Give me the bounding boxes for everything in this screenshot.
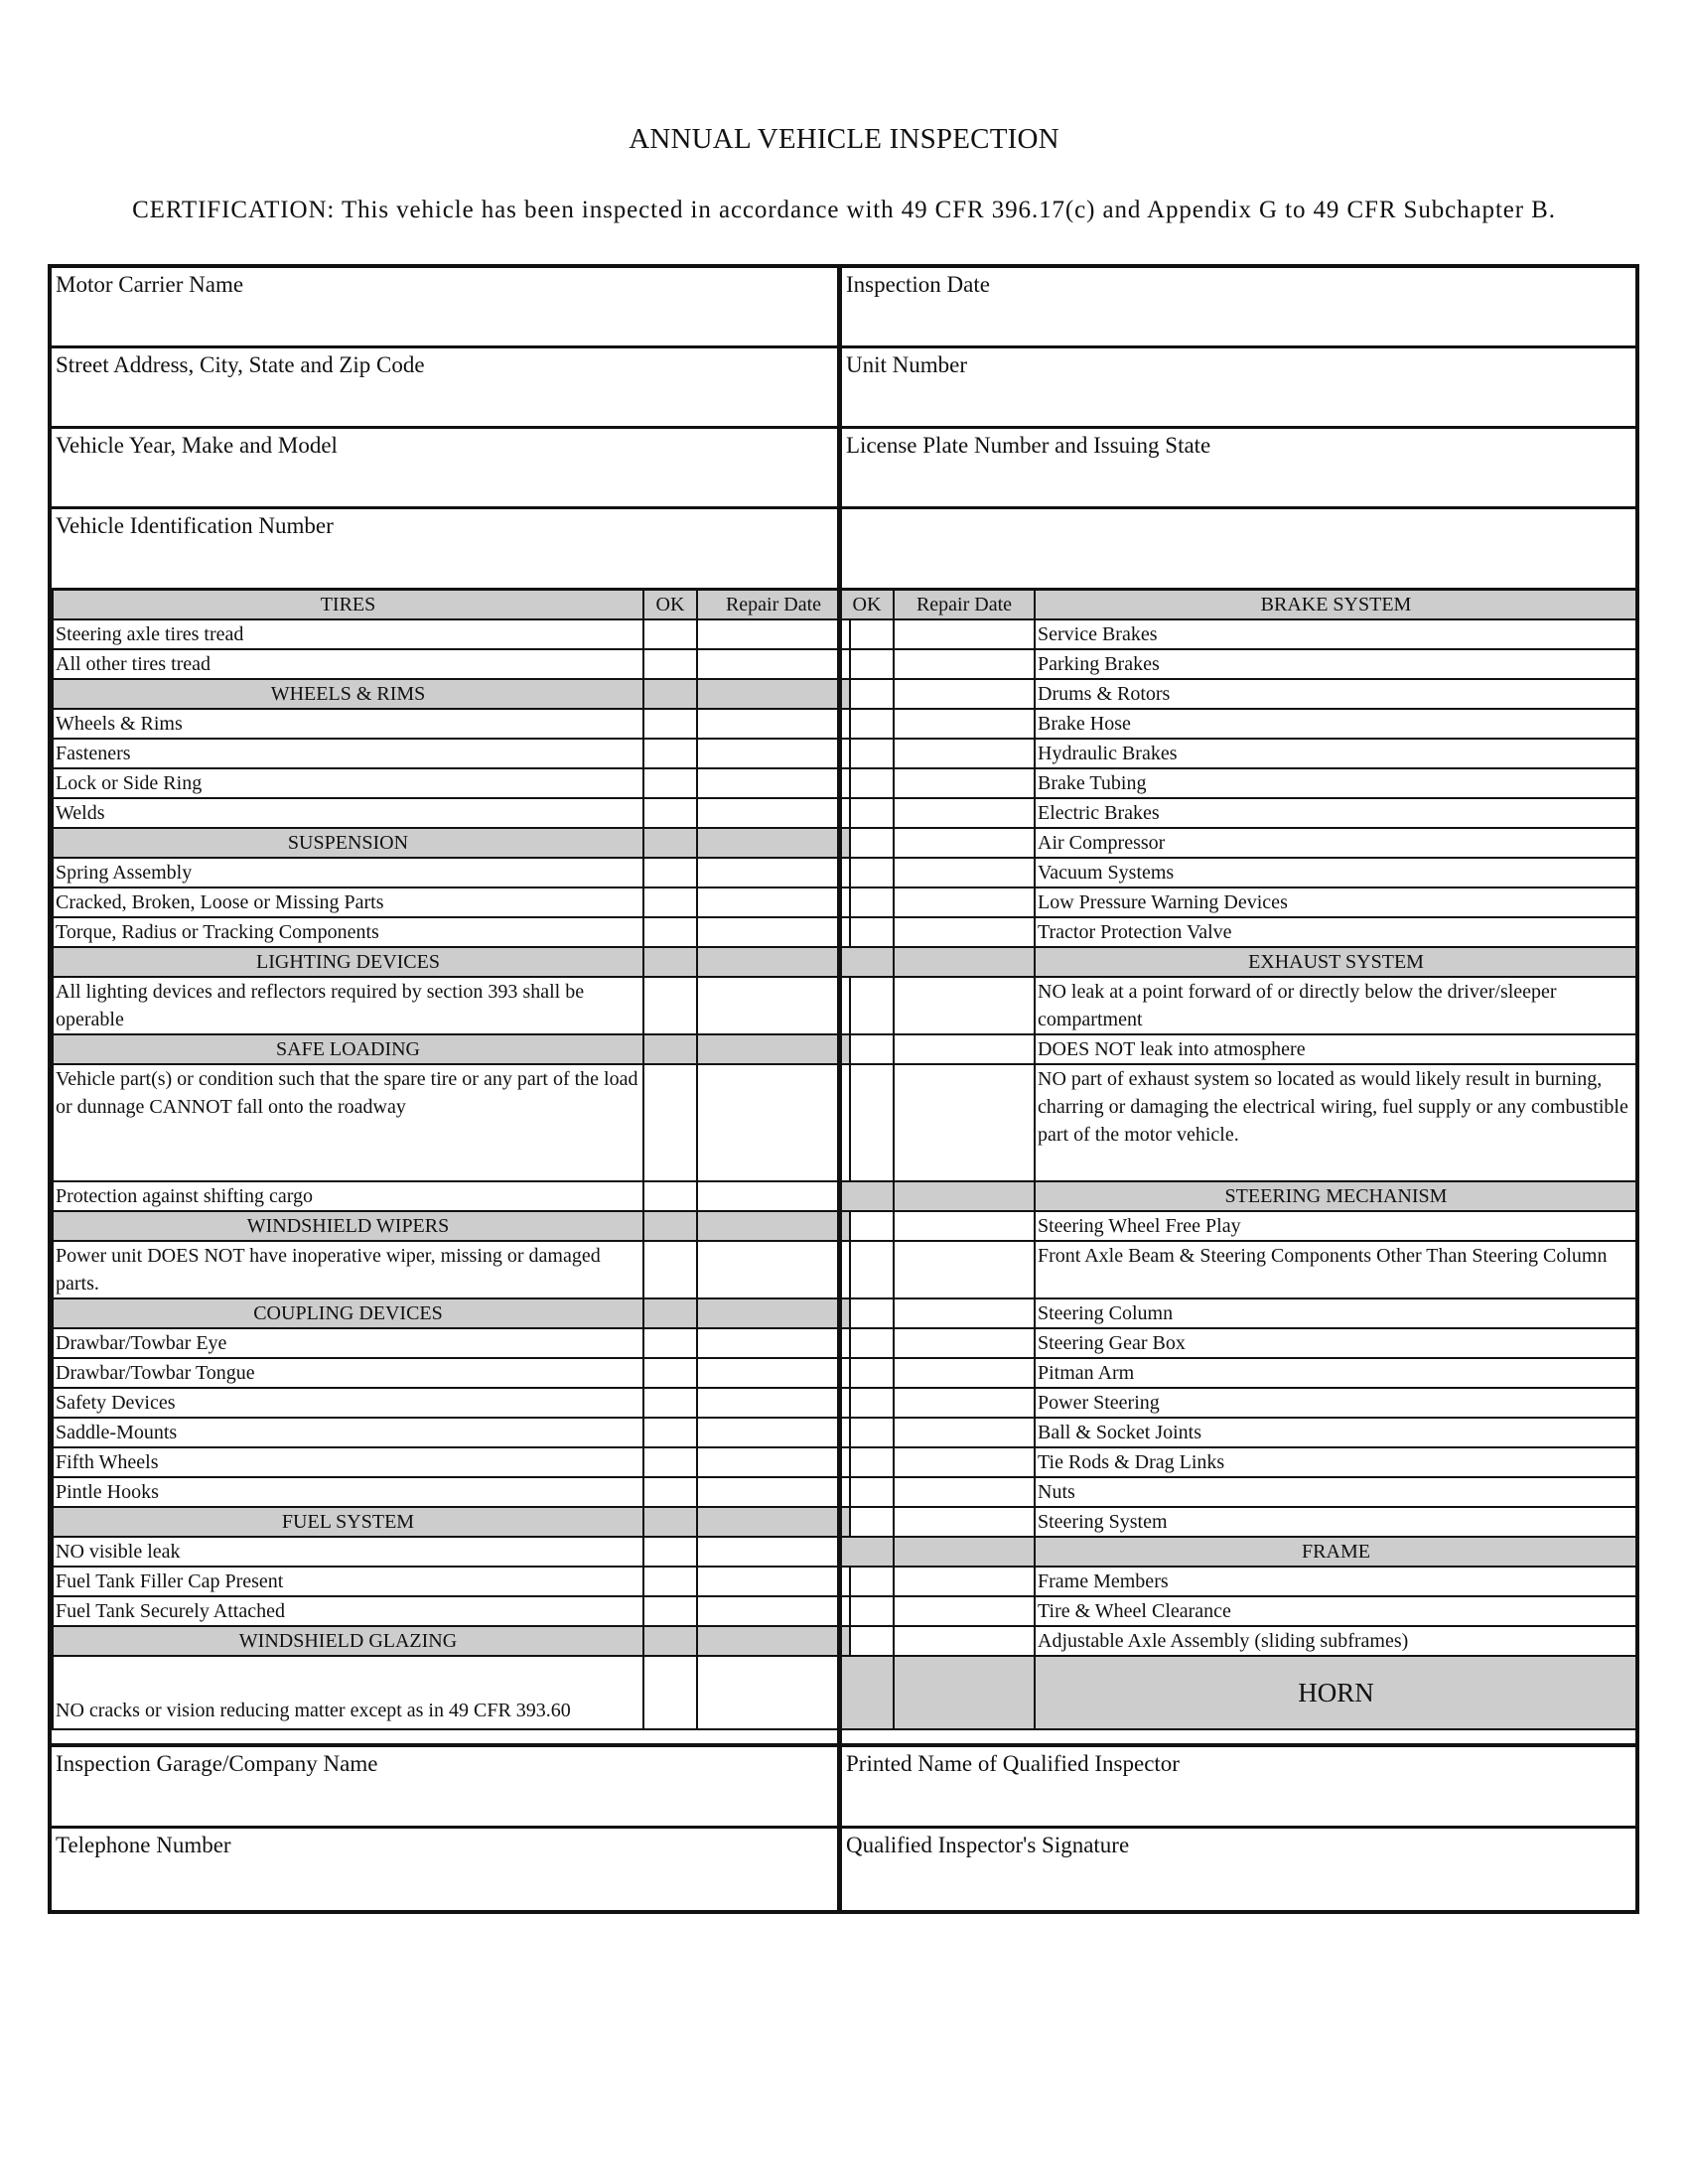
section-header-windshield-glazing: WINDSHIELD GLAZING: [53, 1626, 643, 1656]
item-label: Low Pressure Warning Devices: [1035, 887, 1637, 917]
table-row: [53, 1447, 850, 1477]
ok-checkbox[interactable]: [840, 1388, 894, 1418]
table-row: [840, 1211, 1637, 1241]
telephone-label: Telephone Number: [56, 1833, 231, 1857]
item-label: Front Axle Beam & Steering Components Other Than Steering Column: [1035, 1241, 1637, 1298]
repair-date-cell[interactable]: [894, 1596, 1035, 1626]
item-label: Vehicle part(s) or condition such that the spare tire or any part of the load or dunnage CANNOT fall onto the roadway: [53, 1064, 643, 1181]
ok-column-header: OK: [643, 590, 697, 619]
table-row: [53, 1567, 850, 1596]
repair-date-cell[interactable]: [894, 1211, 1035, 1241]
repair-date-cell[interactable]: [697, 887, 850, 917]
inspection-date-field[interactable]: [842, 268, 1639, 345]
ok-checkbox[interactable]: [840, 798, 894, 828]
section-header-tires: TIRES: [53, 590, 643, 619]
table-row: [53, 1477, 850, 1507]
item-label: Hydraulic Brakes: [1035, 739, 1637, 768]
section-header-row: [53, 947, 850, 977]
table-row: [840, 1328, 1637, 1358]
repair-date-cell[interactable]: [894, 1477, 1035, 1507]
brake-header-row: [840, 590, 1637, 619]
item-label: All other tires tread: [53, 649, 643, 679]
table-row: [53, 1656, 850, 1729]
section-header-suspension: SUSPENSION: [53, 828, 643, 858]
signature-block: [48, 1743, 1639, 1914]
table-row: [840, 887, 1637, 917]
item-label: NO part of exhaust system so located as would likely result in burning, charring or damaging the electrical wiring, fuel supply or any combustible part of the motor vehicle.: [1035, 1064, 1637, 1181]
repair-date-cell[interactable]: [894, 1064, 1035, 1181]
repair-date-cell[interactable]: [697, 619, 850, 649]
telephone-field[interactable]: [52, 1829, 837, 1910]
repair-date-cell[interactable]: [894, 1507, 1035, 1537]
repair-date-cell[interactable]: [697, 739, 850, 768]
vehicle-year-make-model-label: Vehicle Year, Make and Model: [56, 433, 338, 458]
table-row: [53, 1328, 850, 1358]
ok-checkbox[interactable]: [840, 887, 894, 917]
section-header-windshield-wipers: WINDSHIELD WIPERS: [53, 1211, 643, 1241]
ok-checkbox[interactable]: [643, 1418, 697, 1447]
ok-checkbox[interactable]: [643, 709, 697, 739]
table-row: [840, 768, 1637, 798]
item-label: Fifth Wheels: [53, 1447, 643, 1477]
repair-date-cell[interactable]: [894, 1656, 1035, 1729]
table-row: [840, 1567, 1637, 1596]
left-checklist: [52, 589, 849, 1730]
repair-date-cell[interactable]: [894, 1567, 1035, 1596]
table-row: [840, 1418, 1637, 1447]
table-row: [840, 1241, 1637, 1298]
table-row: [53, 977, 850, 1034]
item-label: NO visible leak: [53, 1537, 643, 1567]
checklist-left-border: [48, 589, 52, 1745]
garage-name-field[interactable]: [52, 1747, 837, 1826]
table-row: [53, 1418, 850, 1447]
item-label: Drawbar/Towbar Eye: [53, 1328, 643, 1358]
repair-date-cell[interactable]: [697, 1241, 850, 1298]
unit-number-label: Unit Number: [846, 352, 968, 377]
ok-checkbox[interactable]: [643, 768, 697, 798]
section-header-row: [840, 1181, 1637, 1211]
ok-checkbox[interactable]: [840, 1596, 894, 1626]
repair-date-cell[interactable]: [697, 1537, 850, 1567]
item-label: Drums & Rotors: [1035, 679, 1637, 709]
item-label: Saddle-Mounts: [53, 1418, 643, 1447]
section-header-row: [840, 947, 1637, 977]
table-row: [53, 798, 850, 828]
section-header-safe-loading: SAFE LOADING: [53, 1034, 643, 1064]
section-header-steering-mechanism: STEERING MECHANISM: [1035, 1181, 1637, 1211]
item-label: Welds: [53, 798, 643, 828]
repair-date-cell[interactable]: [697, 1567, 850, 1596]
certification-statement: CERTIFICATION: This vehicle has been inspected in accordance with 49 CFR 396.17(c) and Appendix G to 49 CFR Subchapter B.: [132, 197, 1556, 223]
ok-checkbox[interactable]: [840, 858, 894, 887]
item-label: Fuel Tank Filler Cap Present: [53, 1567, 643, 1596]
horn-row: [840, 1656, 1637, 1729]
tires-header-row: [53, 590, 850, 619]
item-label: Vacuum Systems: [1035, 858, 1637, 887]
repair-date-cell[interactable]: [894, 887, 1035, 917]
table-row: [840, 1626, 1637, 1656]
inspector-signature-field[interactable]: [842, 1829, 1639, 1910]
repair-date-cell[interactable]: [894, 798, 1035, 828]
repair-date-cell[interactable]: [894, 649, 1035, 679]
table-row: [840, 798, 1637, 828]
license-plate-field[interactable]: [842, 429, 1639, 506]
section-header-row: [53, 1211, 850, 1241]
ok-checkbox[interactable]: [840, 1034, 894, 1064]
repair-date-cell[interactable]: [697, 1418, 850, 1447]
ok-checkbox[interactable]: [643, 977, 697, 1034]
item-label: Steering Wheel Free Play: [1035, 1211, 1637, 1241]
repair-date-cell[interactable]: [894, 858, 1035, 887]
ok-checkbox[interactable]: [643, 887, 697, 917]
license-plate-label: License Plate Number and Issuing State: [846, 433, 1211, 458]
item-label: Wheels & Rims: [53, 709, 643, 739]
repair-date-cell[interactable]: [697, 1596, 850, 1626]
table-row: [840, 739, 1637, 768]
ok-checkbox[interactable]: [840, 1656, 894, 1729]
ok-checkbox[interactable]: [840, 1298, 894, 1328]
street-address-field[interactable]: [52, 348, 837, 426]
item-label: Air Compressor: [1035, 828, 1637, 858]
street-address-label: Street Address, City, State and Zip Code: [56, 352, 425, 377]
table-row: [53, 1241, 850, 1298]
item-label: Parking Brakes: [1035, 649, 1637, 679]
section-header-row: [53, 1626, 850, 1656]
ok-checkbox[interactable]: [643, 1358, 697, 1388]
item-label: Electric Brakes: [1035, 798, 1637, 828]
item-label: Power unit DOES NOT have inoperative wiper, missing or damaged parts.: [53, 1241, 643, 1298]
item-label: Brake Tubing: [1035, 768, 1637, 798]
table-row: [840, 649, 1637, 679]
section-header-wheels-rims: WHEELS & RIMS: [53, 679, 643, 709]
item-label: Pitman Arm: [1035, 1358, 1637, 1388]
table-row: [840, 1298, 1637, 1328]
item-label: Cracked, Broken, Loose or Missing Parts: [53, 887, 643, 917]
repair-date-cell[interactable]: [894, 1034, 1035, 1064]
vin-field[interactable]: [52, 509, 837, 589]
section-header-row: [53, 828, 850, 858]
ok-checkbox[interactable]: [643, 649, 697, 679]
item-label: Brake Hose: [1035, 709, 1637, 739]
repair-date-cell[interactable]: [697, 858, 850, 887]
checklist-center-divider: [837, 589, 842, 1745]
item-label: Safety Devices: [53, 1388, 643, 1418]
ok-checkbox[interactable]: [840, 1447, 894, 1477]
item-label: NO leak at a point forward of or directly below the driver/sleeper compartment: [1035, 977, 1637, 1034]
ok-checkbox[interactable]: [840, 1418, 894, 1447]
ok-checkbox[interactable]: [643, 858, 697, 887]
ok-checkbox[interactable]: [840, 1064, 894, 1181]
item-label: Tire & Wheel Clearance: [1035, 1596, 1637, 1626]
motor-carrier-name-label: Motor Carrier Name: [56, 272, 244, 297]
ok-checkbox[interactable]: [840, 649, 894, 679]
ok-checkbox[interactable]: [643, 1181, 697, 1211]
section-header-row: [53, 679, 850, 709]
motor-carrier-name-field[interactable]: [52, 268, 837, 345]
repair-date-cell[interactable]: [697, 1477, 850, 1507]
repair-date-cell[interactable]: [894, 1447, 1035, 1477]
repair-date-cell[interactable]: [894, 917, 1035, 947]
item-label: Frame Members: [1035, 1567, 1637, 1596]
ok-checkbox[interactable]: [643, 1388, 697, 1418]
section-header-brake-system: BRAKE SYSTEM: [1035, 590, 1637, 619]
table-row: [53, 1181, 850, 1211]
ok-checkbox[interactable]: [840, 768, 894, 798]
ok-checkbox[interactable]: [840, 1358, 894, 1388]
ok-column-header: OK: [840, 590, 894, 619]
table-row: [840, 917, 1637, 947]
repair-date-cell[interactable]: [697, 1358, 850, 1388]
section-header-row: [53, 1034, 850, 1064]
item-label: Adjustable Axle Assembly (sliding subframes): [1035, 1626, 1637, 1656]
item-label: Service Brakes: [1035, 619, 1637, 649]
blank-info-field[interactable]: [842, 509, 1639, 589]
inspector-name-label: Printed Name of Qualified Inspector: [846, 1751, 1180, 1776]
ok-checkbox[interactable]: [840, 917, 894, 947]
ok-checkbox[interactable]: [643, 1241, 697, 1298]
table-row: [840, 828, 1637, 858]
repair-date-cell[interactable]: [697, 709, 850, 739]
item-label: Spring Assembly: [53, 858, 643, 887]
ok-checkbox[interactable]: [840, 828, 894, 858]
table-row: [840, 1064, 1637, 1181]
item-label: Power Steering: [1035, 1388, 1637, 1418]
section-header-coupling-devices: COUPLING DEVICES: [53, 1298, 643, 1328]
table-row: [53, 649, 850, 679]
table-row: [53, 1537, 850, 1567]
repair-date-cell[interactable]: [697, 768, 850, 798]
repair-date-cell[interactable]: [894, 1358, 1035, 1388]
ok-checkbox[interactable]: [840, 1477, 894, 1507]
item-label: Pintle Hooks: [53, 1477, 643, 1507]
ok-checkbox[interactable]: [643, 917, 697, 947]
repair-date-cell[interactable]: [697, 649, 850, 679]
ok-checkbox[interactable]: [643, 1596, 697, 1626]
inspection-date-label: Inspection Date: [846, 272, 990, 297]
ok-checkbox[interactable]: [643, 1064, 697, 1181]
repair-date-cell[interactable]: [894, 1626, 1035, 1656]
repair-date-cell[interactable]: [697, 1388, 850, 1418]
table-row: [840, 1447, 1637, 1477]
page-title: ANNUAL VEHICLE INSPECTION: [629, 123, 1059, 155]
table-row: [53, 1388, 850, 1418]
ok-checkbox[interactable]: [840, 619, 894, 649]
table-row: [840, 1477, 1637, 1507]
repair-date-cell[interactable]: [894, 709, 1035, 739]
section-header-row: [840, 1537, 1637, 1567]
table-row: [53, 768, 850, 798]
section-header-lighting-devices: LIGHTING DEVICES: [53, 947, 643, 977]
table-row: [53, 1064, 850, 1181]
item-label: NO cracks or vision reducing matter except as in 49 CFR 393.60: [53, 1656, 643, 1729]
ok-checkbox[interactable]: [643, 619, 697, 649]
section-header-row: [53, 1298, 850, 1328]
ok-checkbox[interactable]: [840, 1626, 894, 1656]
table-row: [840, 679, 1637, 709]
repair-date-cell[interactable]: [697, 917, 850, 947]
ok-checkbox[interactable]: [840, 977, 894, 1034]
item-label: Steering Gear Box: [1035, 1328, 1637, 1358]
vehicle-year-make-model-field[interactable]: [52, 429, 837, 506]
garage-name-label: Inspection Garage/Company Name: [56, 1751, 378, 1776]
ok-checkbox[interactable]: [643, 1447, 697, 1477]
table-row: [53, 619, 850, 649]
table-row: [840, 1358, 1637, 1388]
table-row: [840, 1596, 1637, 1626]
table-row: [53, 858, 850, 887]
repair-date-cell[interactable]: [894, 1298, 1035, 1328]
ok-checkbox[interactable]: [643, 1537, 697, 1567]
unit-number-field[interactable]: [842, 348, 1639, 426]
right-checklist: [839, 589, 1636, 1730]
table-row: [53, 1358, 850, 1388]
table-row: [840, 858, 1637, 887]
repair-date-cell[interactable]: [894, 768, 1035, 798]
item-label: DOES NOT leak into atmosphere: [1035, 1034, 1637, 1064]
table-row: [840, 619, 1637, 649]
table-row: [840, 977, 1637, 1034]
vin-label: Vehicle Identification Number: [56, 513, 334, 538]
section-header-frame: FRAME: [1035, 1537, 1637, 1567]
ok-checkbox[interactable]: [643, 739, 697, 768]
ok-checkbox[interactable]: [643, 1328, 697, 1358]
item-label: Nuts: [1035, 1477, 1637, 1507]
vehicle-info-block: [48, 264, 1639, 591]
ok-checkbox[interactable]: [643, 798, 697, 828]
item-label: Ball & Socket Joints: [1035, 1418, 1637, 1447]
repair-date-cell[interactable]: [697, 1328, 850, 1358]
repair-date-cell[interactable]: [894, 1418, 1035, 1447]
section-header-exhaust-system: EXHAUST SYSTEM: [1035, 947, 1637, 977]
ok-checkbox[interactable]: [840, 1567, 894, 1596]
repair-date-cell[interactable]: [697, 1656, 850, 1729]
ok-checkbox[interactable]: [840, 679, 894, 709]
repair-date-cell[interactable]: [894, 1328, 1035, 1358]
table-row: [53, 887, 850, 917]
item-label: All lighting devices and reflectors required by section 393 shall be operable: [53, 977, 643, 1034]
item-label: Lock or Side Ring: [53, 768, 643, 798]
repair-date-cell[interactable]: [697, 977, 850, 1034]
table-row: [840, 1388, 1637, 1418]
repair-date-cell[interactable]: [894, 739, 1035, 768]
repair-date-cell[interactable]: [697, 1064, 850, 1181]
table-row: [53, 709, 850, 739]
item-label: Steering Column: [1035, 1298, 1637, 1328]
section-header-row: [53, 1507, 850, 1537]
section-header-horn: HORN: [1035, 1656, 1637, 1729]
ok-checkbox[interactable]: [840, 1211, 894, 1241]
section-header-fuel-system: FUEL SYSTEM: [53, 1507, 643, 1537]
item-label: Steering axle tires tread: [53, 619, 643, 649]
table-row: [840, 709, 1637, 739]
repair-date-cell[interactable]: [697, 1447, 850, 1477]
table-row: [840, 1034, 1637, 1064]
repair-date-cell[interactable]: [894, 679, 1035, 709]
repair-date-cell[interactable]: [894, 1388, 1035, 1418]
ok-checkbox[interactable]: [840, 1507, 894, 1537]
inspector-name-field[interactable]: [842, 1747, 1639, 1826]
repair-date-cell[interactable]: [894, 977, 1035, 1034]
ok-checkbox[interactable]: [840, 1241, 894, 1298]
inspector-signature-label: Qualified Inspector's Signature: [846, 1833, 1130, 1857]
repair-date-cell[interactable]: [697, 1181, 850, 1211]
item-label: Torque, Radius or Tracking Components: [53, 917, 643, 947]
ok-checkbox[interactable]: [643, 1656, 697, 1729]
item-label: Protection against shifting cargo: [53, 1181, 643, 1211]
repair-date-cell[interactable]: [894, 619, 1035, 649]
item-label: Tie Rods & Drag Links: [1035, 1447, 1637, 1477]
repair-date-column-header: Repair Date: [894, 590, 1035, 619]
repair-date-cell[interactable]: [697, 798, 850, 828]
table-row: [53, 739, 850, 768]
ok-checkbox[interactable]: [840, 739, 894, 768]
item-label: Steering System: [1035, 1507, 1637, 1537]
ok-checkbox[interactable]: [643, 1477, 697, 1507]
item-label: Fasteners: [53, 739, 643, 768]
table-row: [53, 917, 850, 947]
ok-checkbox[interactable]: [643, 1567, 697, 1596]
ok-checkbox[interactable]: [840, 1328, 894, 1358]
repair-date-cell[interactable]: [894, 1241, 1035, 1298]
repair-date-column-header: Repair Date: [697, 590, 850, 619]
table-row: [53, 1596, 850, 1626]
item-label: Drawbar/Towbar Tongue: [53, 1358, 643, 1388]
ok-checkbox[interactable]: [840, 709, 894, 739]
item-label: Fuel Tank Securely Attached: [53, 1596, 643, 1626]
table-row: [840, 1507, 1637, 1537]
item-label: Tractor Protection Valve: [1035, 917, 1637, 947]
repair-date-cell[interactable]: [894, 828, 1035, 858]
checklist-right-border: [1635, 589, 1639, 1745]
